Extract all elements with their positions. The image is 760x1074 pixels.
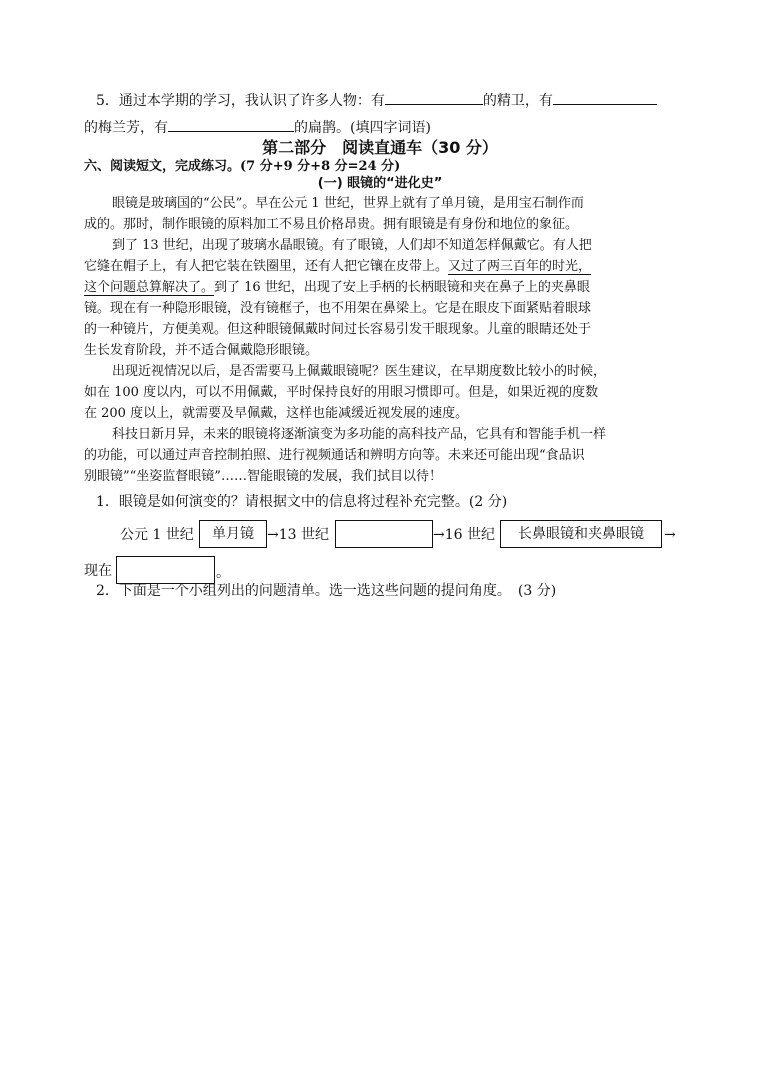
q5-blank-3[interactable] [168, 115, 294, 132]
q5-text: 的精卫，有 [482, 93, 553, 109]
passage1-line: 到了 13 世纪，出现了玻璃水晶眼镜。有了眼镜，人们却不知道怎样佩戴它。有人把 [112, 238, 592, 253]
q5-blank-1[interactable] [385, 88, 483, 105]
q1-box-1: 单月镜 [199, 520, 267, 548]
passage1-line: 出现近视情况以后，是否需要马上佩戴眼镜呢？医生建议，在早期度数比较小的时候， [112, 364, 607, 379]
passage1-text: 它缝在帽子上，有人把它装在铁圈里，还有人把它镶在皮带上。 [84, 259, 449, 274]
q2-stem: 2．下面是一个小组列出的问题清单。选一选这些问题的提问角度。 (3 分) [96, 583, 557, 599]
q5-line-1 [96, 88, 657, 112]
passage1-text: 到了 16 世纪，出现了安上手柄的长柄眼镜和夹在鼻子上的夹鼻眼 [214, 280, 590, 295]
passage1-line: 如在 100 度以内，可以不用佩戴，平时保持良好的用眼习惯即可。但是，如果近视的度数 [84, 385, 599, 400]
passage1-line [84, 256, 591, 277]
passage1-line: 眼镜是玻璃国的“公民”。早在公元 1 世纪，世界上就有了单月镜，是用宝石制作而 [112, 196, 584, 211]
q1-era-4: 现在 [84, 563, 112, 579]
q1-end-arrow: → [664, 527, 676, 543]
q5-text: 的梅兰芳，有 [84, 120, 168, 136]
passage1-line: 镜。现在有一种隐形眼镜，没有镜框子，也不用架在鼻梁上。它是在眼皮下面紧贴着眼球 [84, 301, 592, 316]
passage1-title: (一) 眼镜的“进化史” [317, 176, 443, 191]
q1-period: 。 [216, 565, 230, 581]
passage1-line: 科技日新月异，未来的眼镜将逐渐演变为多功能的高科技产品，它具有和智能手机一样 [112, 427, 607, 442]
q1-answer-box-13th[interactable] [335, 520, 433, 548]
passage1-line [84, 277, 590, 298]
q5-line-2 [84, 115, 431, 139]
passage1-line: 在 200 度以上，就需要及早佩戴，这样也能减缓近视发展的速度。 [84, 406, 469, 421]
q5-blank-2[interactable] [553, 88, 657, 105]
passage1-line: 成的。那时，制作眼镜的原料加工不易且价格昂贵。拥有眼镜是有身份和地位的象征。 [84, 217, 579, 232]
q1-era-3: →16 世纪 [433, 527, 495, 543]
q1-era-1: 公元 1 世纪 [120, 527, 194, 543]
passage1-line: 的一种镜片，方便美观。但这种眼镜佩戴时间过长容易引发干眼现象。儿童的眼睛还处于 [84, 322, 592, 337]
passage1-line: 的功能，可以通过声音控制拍照、进行视频通话和辨明方向等。未来还可能出现“食品识 [84, 448, 585, 463]
q5-text: 5．通过本学期的学习，我认识了许多人物：有 [96, 93, 385, 109]
q1-box-3: 长鼻眼镜和夹鼻眼镜 [500, 520, 662, 548]
underlined-text: 这个问题总算解决了。 [84, 280, 215, 295]
q1-era-2: →13 世纪 [267, 527, 329, 543]
section-title: 六、阅读短文，完成练习。(7 分+9 分+8 分=24 分) [84, 159, 401, 174]
q1-stem: 1．眼镜是如何演变的？请根据文中的信息将过程补充完整。(2 分) [96, 494, 508, 510]
passage1-line: 别眼镜”“坐姿监督眼镜”……智能眼镜的发展，我们拭目以待！ [84, 469, 442, 484]
underlined-text: 又过了两三百年的时光， [448, 259, 592, 274]
part-title: 第二部分 阅读直通车（30 分） [262, 138, 498, 157]
passage1-line: 生长发育阶段，并不适合佩戴隐形眼镜。 [84, 343, 319, 358]
q5-text: 的扁鹊。(填四字词语) [294, 120, 431, 136]
